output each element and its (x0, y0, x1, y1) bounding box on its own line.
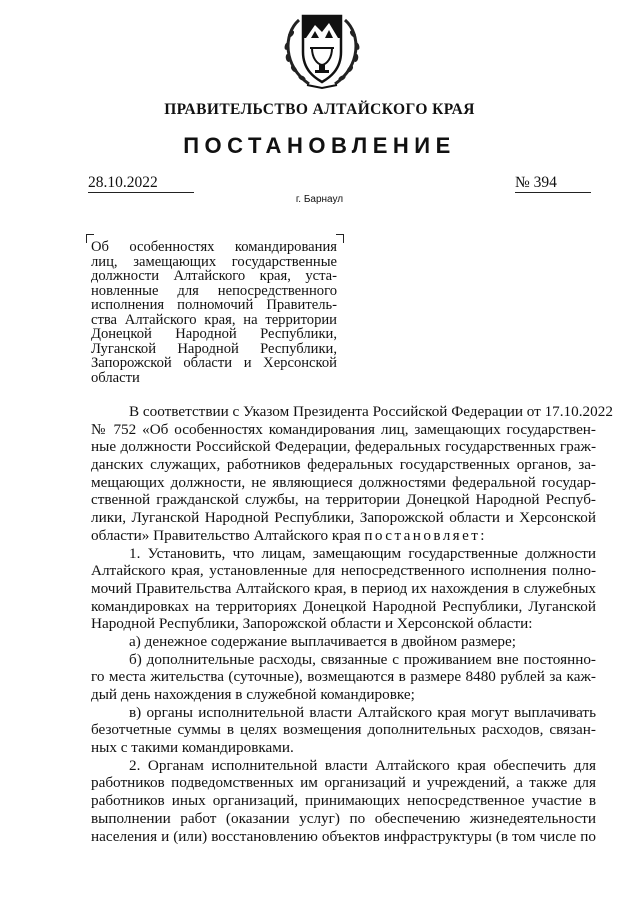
body-line (91, 562, 596, 580)
altai-krai-coat-of-arms-icon (277, 8, 367, 92)
subject-bracket-right (336, 234, 344, 243)
body-line (91, 810, 596, 828)
body-line (91, 456, 596, 474)
body-line (91, 509, 596, 527)
body-line-text: Народной Республики, Запорожской области и Херсонской области: (91, 615, 533, 633)
body-line-text: 2. Органам исполнительной власти Алтайского края обеспечить для (129, 756, 596, 774)
body-line-text: ные должности Российской Федерации, федеральных государственных граж- (91, 438, 596, 456)
subject-line: Об особенностях командирования (91, 239, 337, 255)
body-line-text: населения и (или) восстановлению объектов инфраструктуры (в том числе по (91, 827, 596, 845)
body-line (91, 580, 596, 598)
body-line-text: мещающих должности, не являющиеся должностями федеральной государ- (91, 473, 596, 491)
subject-line: ства Алтайского края, на территории (91, 311, 337, 328)
subject-line: лиц, замещающих государственные (91, 253, 337, 270)
body-line (91, 704, 596, 722)
body-line-spaced-text: постановляет: (364, 526, 487, 544)
body-line (91, 421, 596, 439)
subject-line: должности Алтайского края, уста- (91, 268, 337, 284)
body-line (91, 668, 596, 686)
body-line (91, 828, 596, 846)
body-line-text: данских служащих, работников федеральных государственных органов, за- (91, 456, 596, 474)
body-line-text: № 752 «Об особенностях командирования лиц, замещающих государствен- (91, 420, 596, 438)
body-line (91, 615, 596, 633)
document-type-title: ПОСТАНОВЛЕНИЕ (183, 133, 456, 158)
subject-line: исполнения полномочий Правитель- (91, 297, 337, 313)
body-line-text: области» Правительство Алтайского края (91, 526, 361, 544)
body-line (91, 474, 596, 492)
body-line-text: дый день нахождения в служебной командировке; (91, 686, 415, 703)
body-line (91, 774, 596, 792)
body-line-text: лики, Луганской Народной Республики, Запорожской области и Херсонской (91, 509, 596, 527)
body-line-text: работников иных организаций, принимающих непосредственное участие в (91, 792, 596, 810)
body-line-text: б) дополнительные расходы, связанные с проживанием вне постоянно- (129, 650, 596, 668)
subject-line: области (91, 369, 140, 386)
body-line-text: мочий Правительства Алтайского края, в период их нахождения в служебных (91, 579, 596, 597)
body-line (91, 792, 596, 810)
body-line-text: а) денежное содержание выплачивается в двойном размере; (129, 632, 516, 650)
subject-line: Донецкой Народной Республики, (91, 326, 337, 342)
body-line-text: работников подведомственных им организаций и учреждений, а также для (91, 774, 596, 792)
body-line (91, 633, 596, 651)
body-line-text: В соответствии с Указом Президента Российской Федерации от 17.10.2022 (129, 403, 613, 420)
body-line (91, 739, 596, 757)
body-line (91, 491, 596, 509)
body-line-text: безотчетные суммы в целях возмещения дополнительных расходов, связан- (91, 721, 596, 739)
document-date: 28.10.2022 (88, 174, 194, 193)
body-line-text: го места жительства (суточные), возмещаются в размере 8480 рублей за каж- (91, 668, 596, 686)
body-line (91, 598, 596, 616)
body-line-text: ных с такими командировками. (91, 739, 294, 757)
body-line (91, 651, 596, 669)
body-line (91, 686, 596, 704)
document-subject (91, 240, 337, 385)
body-line-text: ственной гражданской службы, на территории Донецкой Народной Респуб- (91, 491, 596, 509)
subject-line: новленные для непосредственного (91, 282, 337, 299)
document-city: г. Барнаул (295, 194, 344, 205)
subject-line: Луганской Народной Республики, (91, 340, 337, 357)
document-body (91, 403, 613, 845)
body-line-text: Алтайского края, установленные для непосредственного исполнения полно- (91, 562, 596, 580)
body-line (91, 545, 596, 563)
body-line (91, 757, 596, 775)
body-line (91, 403, 613, 421)
body-line-text: 1. Установить, что лицам, замещающим государственные должности (129, 544, 596, 562)
body-line (91, 721, 596, 739)
body-line-text: в) органы исполнительной власти Алтайского края могут выплачивать (129, 703, 596, 721)
government-title: ПРАВИТЕЛЬСТВО АЛТАЙСКОГО КРАЯ (164, 101, 475, 118)
body-line-text: выполнении работ (оказании услуг) по обеспечению жизнедеятельности (91, 809, 596, 827)
body-line (91, 527, 596, 545)
body-line-text: командировках на территориях Донецкой Народной Республики, Луганской (91, 597, 596, 615)
subject-line: Запорожской области и Херсонской (91, 355, 337, 371)
body-line (91, 438, 596, 456)
document-number: № 394 (515, 174, 591, 193)
